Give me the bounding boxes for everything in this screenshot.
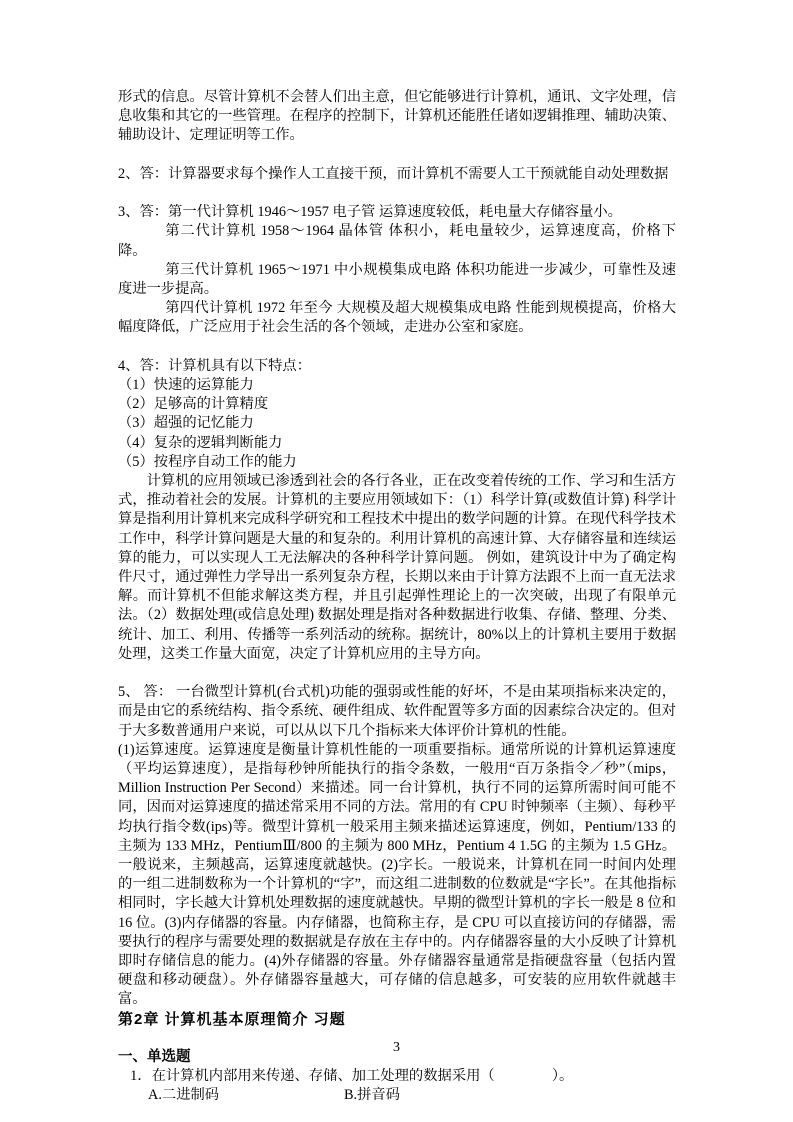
answer-3-generation-3: 第三代计算机 1965～1971 中小规模集成电路 体积功能进一步减少，可靠性及速度进一步提高。 (118, 261, 676, 297)
question-1-options (118, 1086, 676, 1105)
answer-4-lead: 4、答：计算机具有以下特点： (118, 357, 312, 374)
chapter-heading: 第2章 计算机基本原理简介 习题 (118, 1010, 346, 1028)
answer-4-feature-1: （1）快速的运算能力 (118, 377, 254, 393)
page-number: 3 (393, 1040, 400, 1055)
spacer (118, 146, 676, 165)
answer-2: 2、答：计算器要求每个操作人工直接干预，而计算机不需要人工干预就能自动处理数据 (118, 165, 669, 182)
answer-4-feature-2: （2）足够高的计算精度 (118, 396, 269, 413)
continuation-paragraph: 形式的信息。尽管计算机不会替人们出主意，但它能够进行计算机，通讯、文字处理，信息收集和其它的一些管理。在程序的控制下，计算机还能胜任诸如逻辑推理、辅助决策、辅助设计、定理证明等工作。 (118, 89, 676, 144)
spacer (118, 184, 676, 203)
answer-4-feature-5: （5）按程序自动工作的能力 (118, 453, 297, 470)
answer-3-generation-1: 3、答：第一代计算机 1946～1957 电子管 运算速度较低，耗电量大存储容量小。 (118, 204, 622, 221)
answer-5-detail: (1)运算速度。运算速度是衡量计算机性能的一项重要指标。通常所说的计算机运算速度（平均运算速度），是指每秒钟所能执行的指令条数，一般用“百万条指令／秒”（mips，Million Instruction Per Second）来描述。同一台计算机，执行不同的运算所需时间可能不同，因而对运算速度的描述常采用不同的方法。常用的有 CPU 时钟频率（主频）、每秒平均执行指令数(ips)等。微型计算机一般采用主频来描述运算速度，例如，Pentium/133 的主频为 133 MHz，PentiumⅢ/800 的主频为 800 MHz，Pentium 4 1.5G 的主频为 1.5 GHz。一般说来，主频越高，运算速度就越快。(2)字长。一般说来，计算机在同一时间内处理的一组二进制数称为一个计算机的“字”，而这组二进制数的位数就是“字长”。在其他指标相同时，字长越大计算机处理数据的速度就越快。早期的微型计算机的字长一般是 8 位和 16 位。(3)内存储器的容量。内存储器，也简称主存，是 CPU 可以直接访问的存储器，需要执行的程序与需要处理的数据就是存放在主存中的。内存储器容量的大小反映了计算机即时存储信息的能力。(4)外存储器的容量。外存储器容量通常是指硬盘容量（包括内置硬盘和移动硬盘）。外存储器容量越大，可存储的信息越多，可安装的应用软件就越丰富。 (118, 741, 676, 1008)
spacer (118, 338, 676, 357)
page-content (118, 88, 676, 1106)
answer-4-feature-4: （4）复杂的逻辑判断能力 (118, 434, 283, 451)
spacer (118, 664, 676, 683)
answer-3-generation-4: 第四代计算机 1972 年至今 大规模及超大规模集成电路 性能到规模提高，价格大幅度降低，广泛应用于社会生活的各个领域，走进办公室和家庭。 (118, 300, 676, 336)
answer-4-applications: 计算机的应用领域已渗透到社会的各行各业，正在改变着传统的工作、学习和生活方式，推动着社会的发展。计算机的主要应用领域如下：（1）科学计算(或数值计算) 科学计算是指利用计算机来完成科学研究和工程技术中提出的数学问题的计算。在现代科学技术工作中，科学计算问题是大量的和复杂的。利用计算机的高速计算、大存储容量和连续运算的能力，可以实现人工无法解决的各种科学计算问题。 例如，建筑设计中为了确定构件尺寸，通过弹性力学导出一系列复杂方程，长期以来由于计算方法跟不上而一直无法求解。而计算机不但能求解这类方程，并且引起弹性理论上的一次突破，出现了有限单元法。（2）数据处理(或信息处理) 数据处理是指对各种数据进行收集、存储、整理、分类、统计、加工、利用、传播等一系列活动的统称。据统计，80%以上的计算机主要用于数据处理，这类工作量大面宽，决定了计算机应用的主导方向。 (118, 473, 676, 662)
answer-4-feature-3: （3）超强的记忆能力 (118, 415, 254, 432)
section-heading-single-choice: 一、单选题 (118, 1049, 191, 1066)
answer-5-lead: 5、 答： 一台微型计算机(台式机)功能的强弱或性能的好坏，不是由某项指标来决定的，而是由它的系统结构、指令系统、硬件组成、软件配置等多方面的因素综合决定的。但对于大多数普通用户来说，可以从以下几个指标来大体评价计算机的性能。 (118, 684, 676, 739)
answer-3-generation-2: 第二代计算机 1958～1964 晶体管 体积小，耗电量较少，运算速度高，价格下降。 (118, 223, 676, 259)
question-1-option-a: A.二进制码 (148, 1087, 220, 1104)
question-1-stem: 1．在计算机内部用来传递、存储、加工处理的数据采用（ ）。 (130, 1068, 574, 1085)
question-1-option-b: B.拼音码 (344, 1087, 401, 1104)
